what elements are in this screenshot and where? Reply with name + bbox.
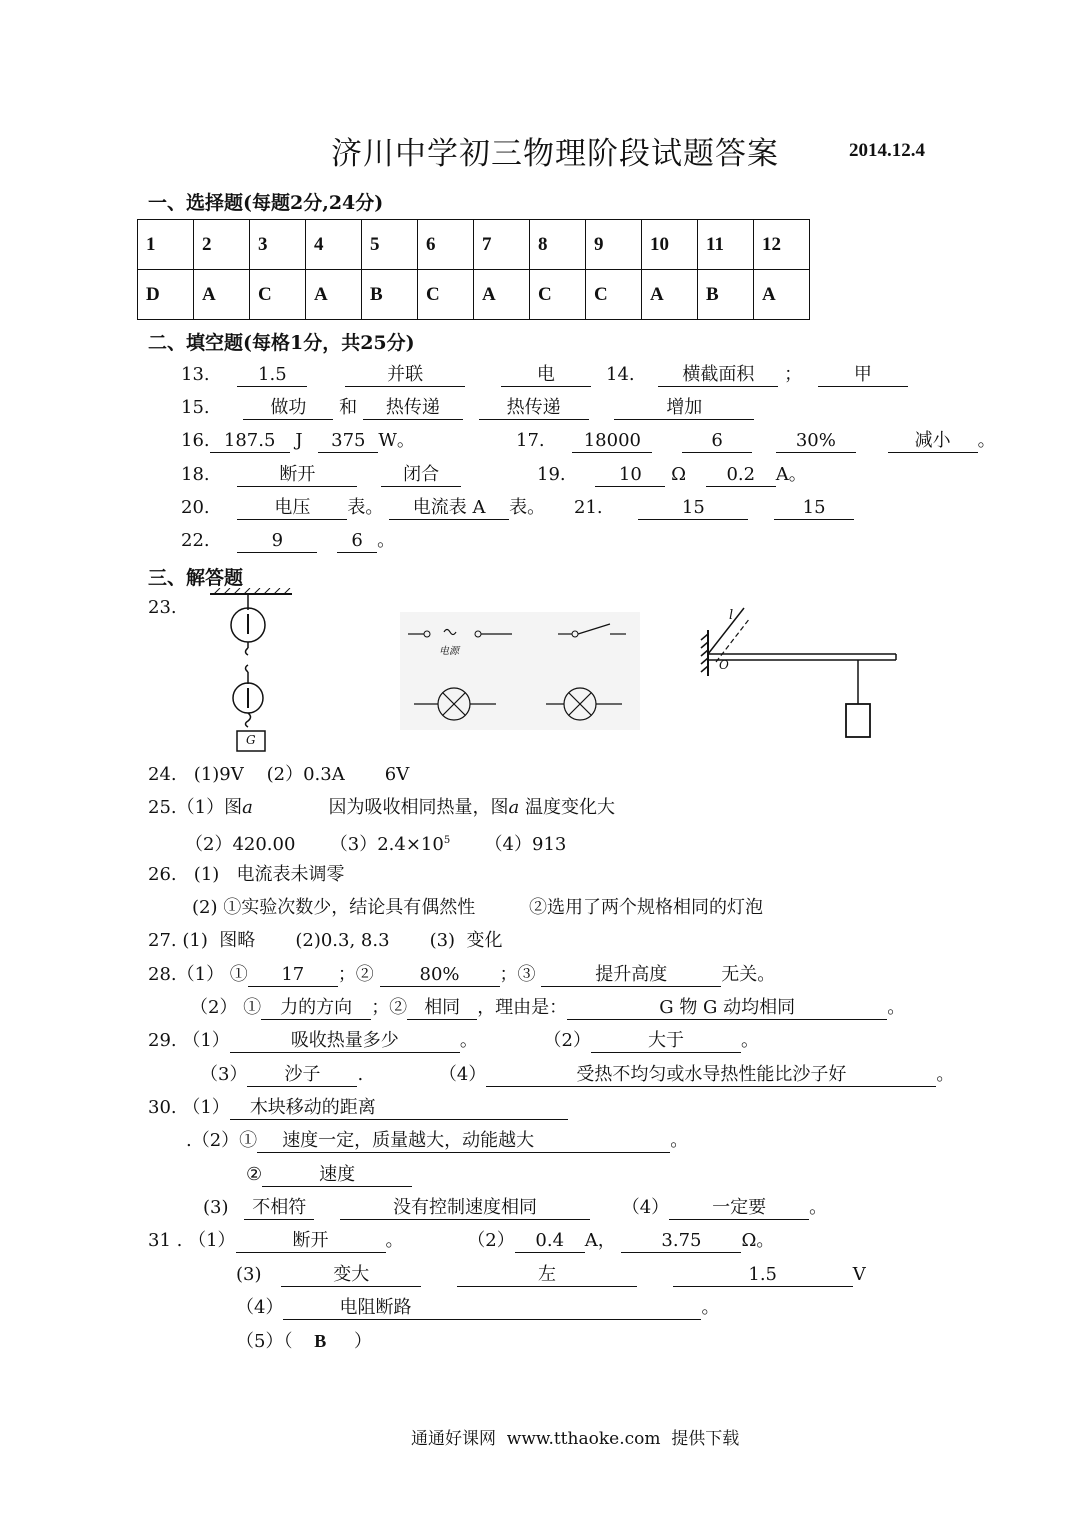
q13-answer: 电 (501, 364, 591, 387)
q17-answer: 减小 (888, 430, 978, 453)
q20 (181, 496, 545, 520)
q17-answer: 6 (682, 430, 752, 453)
q25-line1 (148, 796, 615, 820)
q25-text: （2）420.00 （3）2.4×10 (185, 834, 444, 855)
q20-text: 表。 (509, 497, 546, 518)
pivot-label: O (719, 658, 729, 672)
q25-figure-label: a (508, 797, 520, 818)
q31-part: (3) (236, 1264, 262, 1285)
q19-unit: A。 (775, 464, 807, 485)
q29-part: （2） (543, 1030, 591, 1051)
q28-text: 无关。 (721, 964, 776, 985)
answer-cell: A (474, 270, 530, 320)
q22 (181, 529, 395, 553)
q31-answer: 0.4 (515, 1230, 585, 1253)
q26-line2 (192, 896, 763, 920)
q20-text: 表。 (347, 497, 384, 518)
q29-end: 。 (936, 1064, 955, 1085)
q28-line1 (148, 963, 775, 987)
q29-line2 (200, 1063, 954, 1087)
q20-answer: 电压 (237, 497, 347, 520)
q19 (537, 463, 807, 487)
q29-number: 29. （1） (148, 1030, 230, 1051)
q31-end: 。 (385, 1230, 404, 1251)
q30-line2 (186, 1129, 688, 1153)
answer-number: 2 (194, 220, 250, 270)
answer-cell: A (754, 270, 810, 320)
q31-unit: V (852, 1264, 866, 1285)
q28-line2 (190, 996, 905, 1020)
q21-number: 21. (574, 497, 603, 518)
q16-unit: W。 (378, 430, 415, 451)
q31-answer: 变大 (281, 1264, 421, 1287)
q25-text: 25.（1）图 (148, 797, 243, 818)
q29-answer: 大于 (591, 1030, 741, 1053)
q30-line1 (148, 1096, 568, 1120)
q29-answer: 沙子 (247, 1064, 357, 1087)
answer-cell: C (586, 270, 642, 320)
q16-unit: J (295, 430, 303, 451)
answer-cell: B (362, 270, 418, 320)
q29-end: 。 (459, 1030, 478, 1051)
q13-answer: 1.5 (237, 364, 307, 387)
q15-answer: 做功 (243, 397, 333, 420)
q15-number: 15. (181, 397, 210, 418)
q21-answer: 15 (774, 497, 854, 520)
answer-cell: C (530, 270, 586, 320)
q13-number: 13. (181, 364, 210, 385)
q15 (181, 396, 754, 420)
answer-number: 8 (530, 220, 586, 270)
q20-number: 20. (181, 497, 210, 518)
q30-text: (3) (203, 1197, 229, 1218)
answer-number: 1 (138, 220, 194, 270)
q16-answer: 187.5 (210, 430, 290, 453)
q31-end: ） (353, 1331, 372, 1352)
q28-answer: G 物 G 动均相同 (567, 997, 887, 1020)
q28-end: 。 (887, 997, 906, 1018)
q30-part: （4） (621, 1197, 670, 1218)
answer-table-number-row (138, 220, 810, 270)
q13 (181, 363, 591, 387)
q15-answer: 热传递 (479, 397, 589, 420)
q18 (181, 463, 461, 487)
q17-answer: 30% (776, 430, 856, 453)
q28-sep: ；② (337, 964, 374, 985)
q31-answer: 3.75 (621, 1230, 741, 1253)
answer-cell: C (418, 270, 474, 320)
q28-number: 28.（1） ① (148, 964, 248, 985)
circuit-symbols-diagram (400, 612, 640, 730)
q31-number: 31 . （1） (148, 1230, 236, 1251)
q30-answer: 一定要 (669, 1197, 809, 1220)
q28-answer: 17 (248, 964, 338, 987)
q31-line3 (236, 1296, 719, 1320)
q28-answer: 力的方向 (261, 997, 371, 1020)
answer-number: 4 (306, 220, 362, 270)
q31-part: （5）（ (236, 1331, 293, 1352)
q15-answer: 增加 (614, 397, 754, 420)
answer-cell: C (250, 270, 306, 320)
q31-answer: 断开 (236, 1230, 386, 1253)
q26-text: (2) ①实验次数少，结论具有偶然性 (192, 897, 476, 918)
q31-part: （4） (236, 1297, 284, 1318)
q23-number: 23. (148, 597, 177, 618)
q31-line2 (236, 1263, 866, 1287)
q30-end: 。 (809, 1197, 828, 1218)
q30-line3 (246, 1163, 412, 1187)
q30-answer: 速度 (262, 1164, 412, 1187)
q29-part: （4） (438, 1064, 487, 1085)
q31-end: 。 (701, 1297, 720, 1318)
q18-answer: 断开 (237, 464, 357, 487)
q25-figure-label: a (242, 797, 253, 818)
q19-answer: 0.2 (706, 464, 776, 487)
q28-answer: 80% (380, 964, 500, 987)
answer-cell: D (138, 270, 194, 320)
q13-answer: 并联 (345, 364, 465, 387)
q30-line4 (203, 1196, 827, 1220)
q31-line1 (148, 1229, 774, 1253)
q28-answer: 提升高度 (541, 964, 721, 987)
answer-number: 12 (754, 220, 810, 270)
q29-end: 。 (741, 1030, 759, 1051)
answer-number: 11 (698, 220, 754, 270)
q26-line1: 26. (1) 电流表未调零 (148, 864, 345, 885)
answer-cell: B (698, 270, 754, 320)
q25-line2 (185, 829, 566, 857)
q19-number: 19. (537, 464, 566, 485)
q31-answer: 1.5 (673, 1264, 853, 1287)
q15-answer: 热传递 (363, 397, 463, 420)
answer-number: 6 (418, 220, 474, 270)
answer-number: 7 (474, 220, 530, 270)
q31-unit: Ω。 (741, 1230, 775, 1251)
q26-text: ②选用了两个规格相同的灯泡 (528, 897, 763, 918)
footer-credit: 通通好课网 www.tthaoke.com 提供下载 (411, 1429, 740, 1449)
section2-heading: 二、填空题(每格1分，共25分) (148, 332, 415, 354)
section1-heading: 一、选择题(每题2分,24分) (148, 192, 384, 214)
q18-number: 18. (181, 464, 210, 485)
q30-number: 30. （1） (148, 1097, 230, 1118)
q28-text: （2） ① (190, 997, 262, 1018)
q31-part: （2） (467, 1230, 515, 1251)
q29-answer: 受热不均匀或水导热性能比沙子好 (486, 1064, 936, 1087)
q29-end: . (357, 1064, 364, 1085)
answer-number: 10 (642, 220, 698, 270)
q21 (574, 496, 854, 520)
q31-answer: 电阻断路 (283, 1297, 701, 1320)
q25-text: 温度变化大 (525, 797, 616, 818)
q31-answer: 左 (457, 1264, 637, 1287)
q18-answer: 闭合 (381, 464, 461, 487)
q21-answer: 15 (638, 497, 748, 520)
answer-number: 9 (586, 220, 642, 270)
q19-unit: Ω (671, 464, 687, 485)
q30-answer: 没有控制速度相同 (340, 1197, 590, 1220)
q25-text: （4）913 (450, 834, 567, 855)
q17-end: 。 (977, 430, 996, 451)
q16 (181, 429, 415, 453)
q28-sep: ；② (371, 997, 408, 1018)
q29-answer: 吸收热量多少 (230, 1030, 460, 1053)
q29-part: （3） (200, 1064, 248, 1085)
q22-number: 22. (181, 530, 210, 551)
q16-answer: 375 (318, 430, 378, 453)
q16-number: 16. (181, 430, 210, 451)
q14-separator: ； (784, 364, 803, 385)
q24: 24. (1)9V (2）0.3A 6V (148, 764, 410, 785)
q28-sep: ；③ (499, 964, 536, 985)
q27: 27. (1) 图略 (2)0.3, 8.3 (3) 变化 (148, 930, 503, 951)
q17 (516, 429, 996, 453)
q25-text: 因为吸收相同热量，图 (328, 797, 509, 818)
q31-line4 (236, 1329, 372, 1354)
q31-answer: B (314, 1331, 327, 1351)
battery-label: 电源 (439, 646, 459, 657)
answer-table (137, 219, 810, 320)
lever-diagram (698, 604, 903, 742)
q28-answer: 相同 (407, 997, 477, 1020)
q22-answer: 6 (337, 530, 377, 553)
page-title: 济川中学初三物理阶段试题答案 (331, 136, 779, 172)
q19-answer: 10 (595, 464, 665, 487)
date: 2014.12.4 (849, 140, 925, 161)
answer-cell: A (194, 270, 250, 320)
q22-answer: 9 (237, 530, 317, 553)
q30-end: 。 (670, 1130, 689, 1151)
q20-answer: 电流表 A (389, 497, 509, 520)
q25-exponent: 5 (443, 835, 451, 846)
q30-answer: 木块移动的距离 (230, 1097, 568, 1120)
weight-label: G (246, 733, 256, 747)
answer-number: 3 (250, 220, 306, 270)
answer-cell: A (642, 270, 698, 320)
q30-text: .（2）① (186, 1130, 258, 1151)
q31-unit: A， (584, 1230, 616, 1251)
q30-text: ② (246, 1164, 263, 1185)
q15-and: 和 (339, 397, 358, 418)
q30-answer: 速度一定，质量越大，动能越大 (257, 1130, 670, 1153)
q14-answer: 甲 (818, 364, 908, 387)
answer-cell: A (306, 270, 362, 320)
answer-table-answer-row (138, 270, 810, 320)
q17-number: 17. (516, 430, 545, 451)
q17-answer: 18000 (572, 430, 652, 453)
answer-number: 5 (362, 220, 418, 270)
q14 (606, 363, 908, 387)
q28-text: ，理由是： (477, 997, 568, 1018)
q22-end: 。 (377, 530, 396, 551)
section3-heading: 三、解答题 (148, 567, 244, 589)
q14-number: 14. (606, 364, 635, 385)
q14-answer: 横截面积 (658, 364, 778, 387)
arm-label: l (729, 608, 734, 623)
q30-answer: 不相符 (244, 1197, 314, 1220)
q29-line1 (148, 1029, 759, 1053)
